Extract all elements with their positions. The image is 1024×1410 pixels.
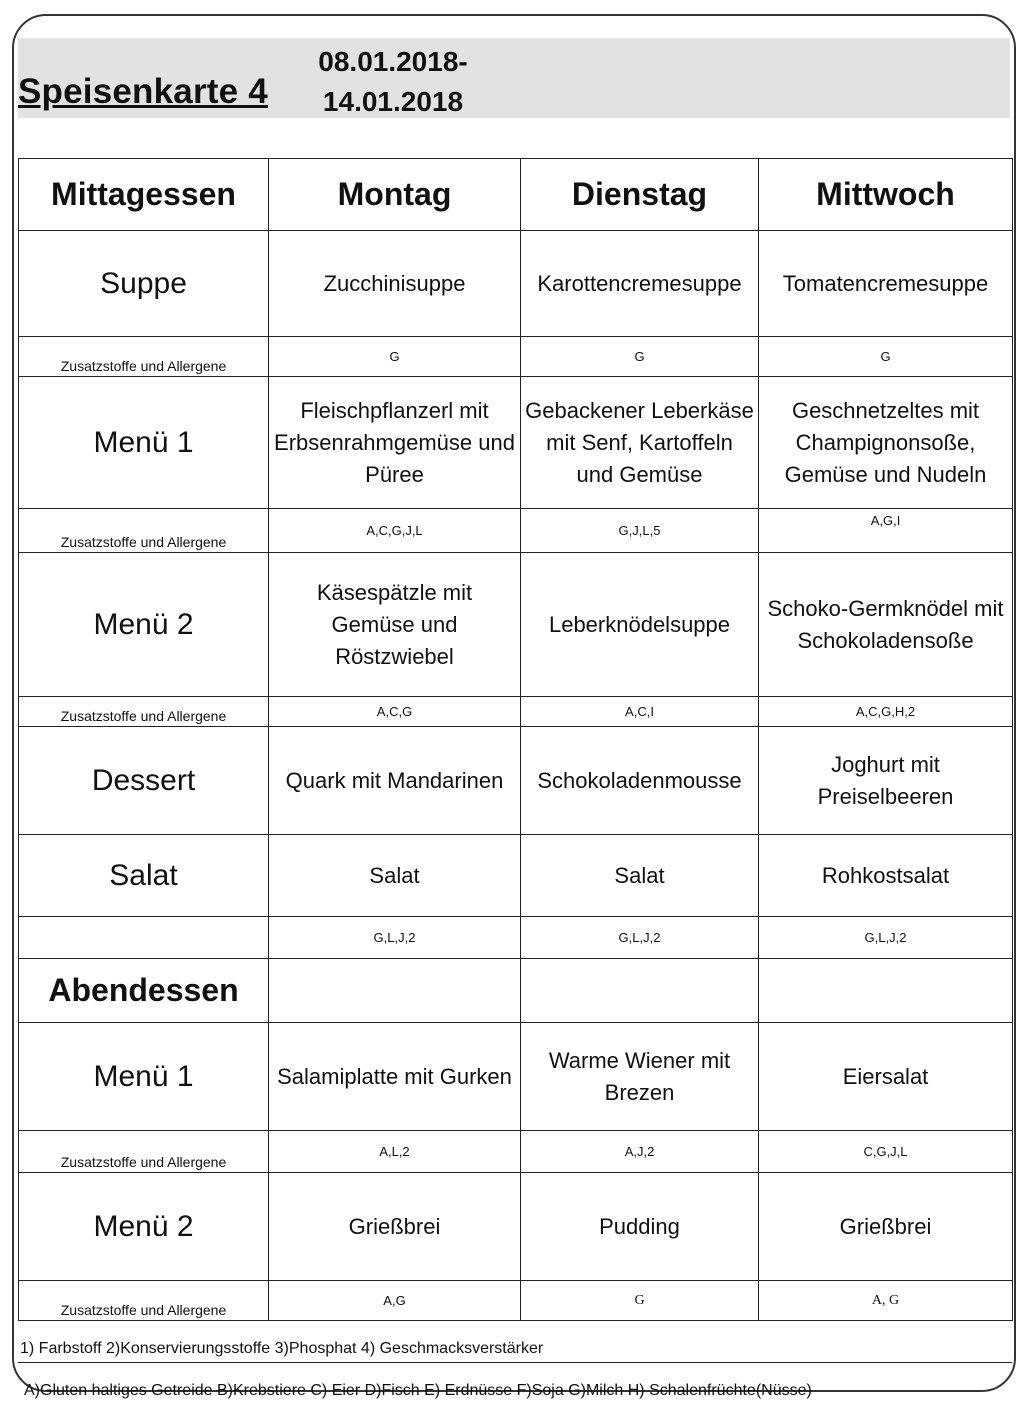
allergen-codes: C,G,J,L bbox=[759, 1131, 1013, 1173]
category-label: Dessert bbox=[19, 727, 269, 835]
allergen-codes: G bbox=[759, 337, 1013, 377]
header-mittagessen: Mittagessen bbox=[19, 159, 269, 231]
dish: Eiersalat bbox=[759, 1023, 1013, 1131]
dish: Grießbrei bbox=[269, 1173, 521, 1281]
dish: Rohkostsalat bbox=[759, 835, 1013, 917]
dish: Tomatencremesuppe bbox=[759, 231, 1013, 337]
allergen-codes: A,G,I bbox=[759, 509, 1013, 553]
legend-allergens: A)Gluten haltiges Getreide B)Krebstiere C) Eier D)Fisch E) Erdnüsse F)Soja G)Milch H) Schalenfrüchte(Nüsse) bbox=[24, 1382, 812, 1399]
allergens-label: Zusatzstoffe und Allergene bbox=[19, 697, 269, 727]
allergen-codes: A,C,G,J,L bbox=[269, 509, 521, 553]
allergen-codes: A,C,G bbox=[269, 697, 521, 727]
row-abendessen bbox=[19, 959, 1013, 1023]
dish: Salamiplatte mit Gurken bbox=[269, 1023, 521, 1131]
row-allergens bbox=[19, 509, 1013, 553]
dish: Joghurt mit Preiselbeeren bbox=[759, 727, 1013, 835]
allergen-codes: G,L,J,2 bbox=[521, 917, 759, 959]
row-allergens bbox=[19, 697, 1013, 727]
allergen-codes: A,C,G,H,2 bbox=[759, 697, 1013, 727]
header-day: Montag bbox=[269, 159, 521, 231]
row-dessert bbox=[19, 727, 1013, 835]
allergen-codes: G bbox=[269, 337, 521, 377]
allergens-label: Zusatzstoffe und Allergene bbox=[19, 1131, 269, 1173]
category-label: Menü 2 bbox=[19, 1173, 269, 1281]
header-day: Dienstag bbox=[521, 159, 759, 231]
row-suppe bbox=[19, 231, 1013, 337]
dish: Käsespätzle mit Gemüse und Röstzwiebel bbox=[269, 553, 521, 697]
date-start: 08.01.2018- bbox=[318, 46, 468, 77]
header-day: Mittwoch bbox=[759, 159, 1013, 231]
page-title: Speisenkarte 4 bbox=[18, 72, 268, 111]
category-label: Menü 2 bbox=[19, 553, 269, 697]
allergen-codes: G,L,J,2 bbox=[759, 917, 1013, 959]
dish: Karottencremesuppe bbox=[521, 231, 759, 337]
legend-divider bbox=[18, 1362, 1012, 1363]
dish: Schoko-Germknödel mit Schokoladensoße bbox=[759, 553, 1013, 697]
category-label: Menü 1 bbox=[19, 377, 269, 509]
row-allergens bbox=[19, 1131, 1013, 1173]
category-label: Salat bbox=[19, 835, 269, 917]
dish: Gebackener Leberkäse mit Senf, Kartoffeln und Gemüse bbox=[521, 377, 759, 509]
category-label: Suppe bbox=[19, 231, 269, 337]
allergen-codes: A, G bbox=[759, 1281, 1013, 1321]
allergen-codes: G,L,J,2 bbox=[269, 917, 521, 959]
row-dinner-menu2 bbox=[19, 1173, 1013, 1281]
dish: Warme Wiener mit Brezen bbox=[521, 1023, 759, 1131]
section-abendessen: Abendessen bbox=[19, 959, 269, 1023]
allergens-label: Zusatzstoffe und Allergene bbox=[19, 1281, 269, 1321]
row-menu2 bbox=[19, 553, 1013, 697]
date-end: 14.01.2018 bbox=[322, 86, 464, 117]
dish: Pudding bbox=[521, 1173, 759, 1281]
empty-cell bbox=[19, 917, 269, 959]
allergen-codes: A,C,I bbox=[521, 697, 759, 727]
empty-cell bbox=[521, 959, 759, 1023]
dish: Leberknödelsuppe bbox=[521, 553, 759, 697]
header-row bbox=[19, 159, 1013, 231]
dish: Zucchinisuppe bbox=[269, 231, 521, 337]
row-allergens bbox=[19, 1281, 1013, 1321]
row-allergens bbox=[19, 337, 1013, 377]
dish: Geschnetzeltes mit Champignonsoße, Gemüse und Nudeln bbox=[759, 377, 1013, 509]
row-menu1 bbox=[19, 377, 1013, 509]
empty-cell bbox=[759, 959, 1013, 1023]
dish: Grießbrei bbox=[759, 1173, 1013, 1281]
row-allergens bbox=[19, 917, 1013, 959]
category-label: Menü 1 bbox=[19, 1023, 269, 1131]
allergen-codes: A,G bbox=[269, 1281, 521, 1321]
dish: Fleischpflanzerl mit Erbsenrahmgemüse und Püree bbox=[269, 377, 521, 509]
allergen-codes: A,L,2 bbox=[269, 1131, 521, 1173]
allergen-codes: G bbox=[521, 1281, 759, 1321]
allergen-codes: G bbox=[521, 337, 759, 377]
row-salat bbox=[19, 835, 1013, 917]
legend-additives: 1) Farbstoff 2)Konservierungsstoffe 3)Phosphat 4) Geschmacksverstärker bbox=[20, 1340, 544, 1357]
dish: Salat bbox=[521, 835, 759, 917]
menu-table bbox=[18, 158, 1013, 1321]
dish: Quark mit Mandarinen bbox=[269, 727, 521, 835]
allergens-label: Zusatzstoffe und Allergene bbox=[19, 509, 269, 553]
dish: Salat bbox=[269, 835, 521, 917]
date-range bbox=[288, 42, 498, 122]
empty-cell bbox=[269, 959, 521, 1023]
allergen-codes: G,J,L,5 bbox=[521, 509, 759, 553]
allergens-label: Zusatzstoffe und Allergene bbox=[19, 337, 269, 377]
allergen-codes: A,J,2 bbox=[521, 1131, 759, 1173]
row-dinner-menu1 bbox=[19, 1023, 1013, 1131]
dish: Schokoladenmousse bbox=[521, 727, 759, 835]
